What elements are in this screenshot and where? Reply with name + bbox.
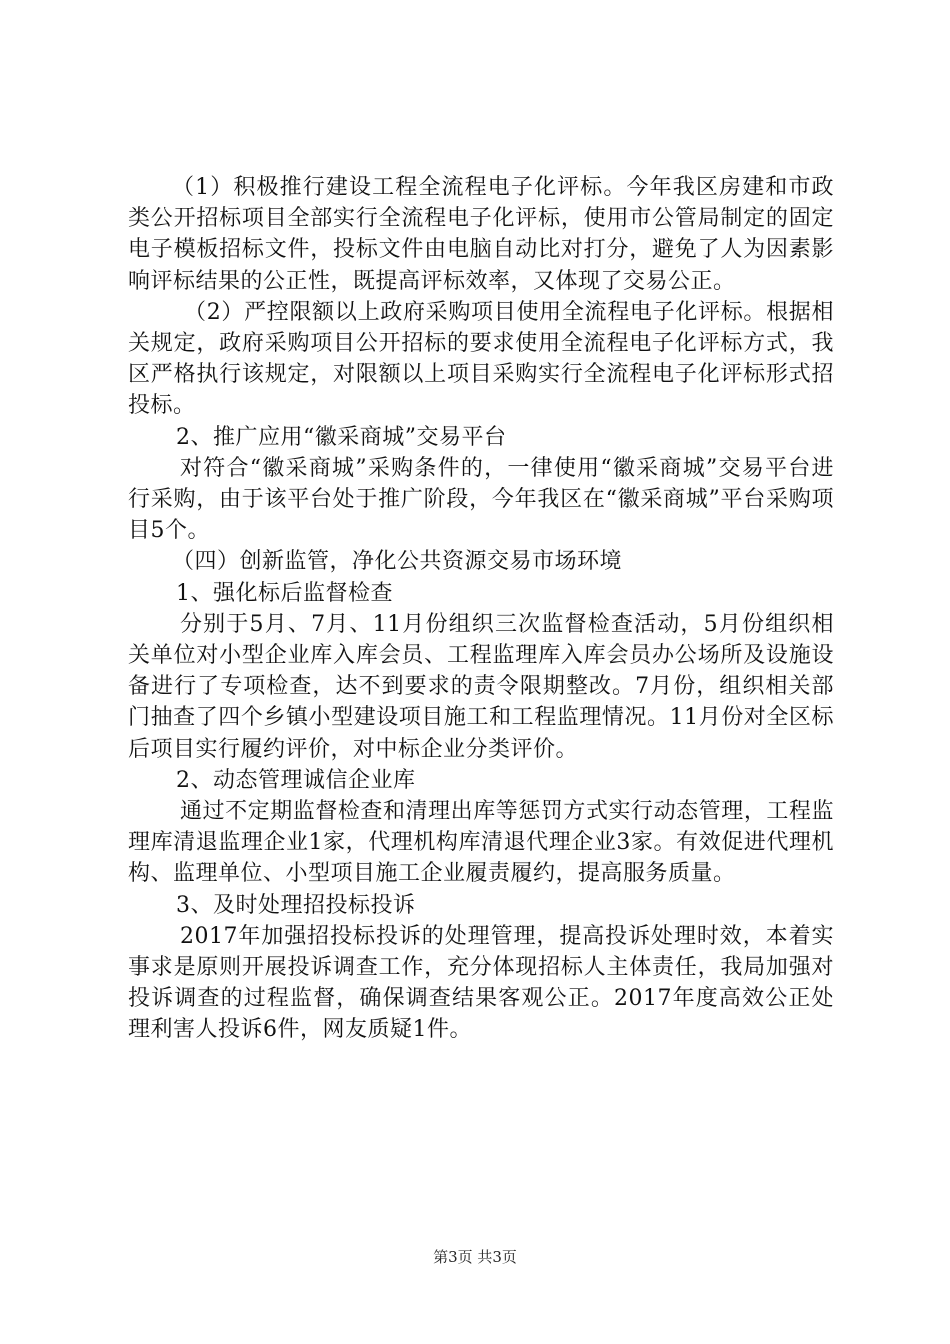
paragraph-electronic-bid-evaluation: （1）积极推行建设工程全流程电子化评标。今年我区房建和市政类公开招标项目全部实行全流程电子化评标，使用市公管局制定的固定电子模板招标文件，投标文件由电脑自动比对打分，避免了人为因素影响评标结果的公正性，既提高评标效率，又体现了交易公正。 (128, 175, 834, 294)
heading-credit-enterprise-library: 2、动态管理诚信企业库 (176, 767, 416, 793)
heading-huicai-mall-platform: 2、推广应用“徽采商城”交易平台 (176, 424, 507, 450)
paragraph-dynamic-management: 通过不定期监督检查和清理出库等惩罚方式实行动态管理，工程监理库清退监理企业1家，代理机构库清退代理企业3家。有效促进代理机构、监理单位、小型项目施工企业履责履约，提高服务质量。 (128, 799, 834, 887)
heading-complaint-handling: 3、及时处理招投标投诉 (176, 892, 416, 918)
heading-section-four: （四）创新监管，净化公共资源交易市场环境 (172, 549, 623, 575)
paragraph-huicai-mall-purchases: 对符合“徽采商城”采购条件的，一律使用“徽采商城”交易平台进行采购，由于该平台处于推广阶段，今年我区在“徽采商城”平台采购项目5个。 (128, 455, 834, 544)
heading-post-bid-supervision: 1、强化标后监督检查 (176, 580, 393, 606)
page-number-footer: 第3页 共3页 (433, 1248, 517, 1266)
paragraph-government-procurement: （2）严控限额以上政府采购项目使用全流程电子化评标。根据相关规定，政府采购项目公开招标的要求使用全流程电子化评标方式，我区严格执行该规定，对限额以上项目采购实行全流程电子化评标形式招投标。 (128, 299, 834, 419)
paragraph-supervision-inspections: 分别于5月、7月、11月份组织三次监督检查活动，5月份组织相关单位对小型企业库入库会员、工程监理库入库会员办公场所及设施设备进行了专项检查，达不到要求的责令限期整改。7月份，组织相关部门抽查了四个乡镇小型建设项目施工和工程监理情况。11月份对全区标后项目实行履约评价，对中标企业分类评价。 (128, 611, 834, 762)
paragraph-complaint-handling: 2017年加强招投标投诉的处理管理，提高投诉处理时效，本着实事求是原则开展投诉调查工作，充分体现招标人主体责任，我局加强对投诉调查的过程监督，确保调查结果客观公正。2017年度高效公正处理利害人投诉6件，网友质疑1件。 (128, 923, 834, 1043)
document-body (128, 172, 834, 1046)
